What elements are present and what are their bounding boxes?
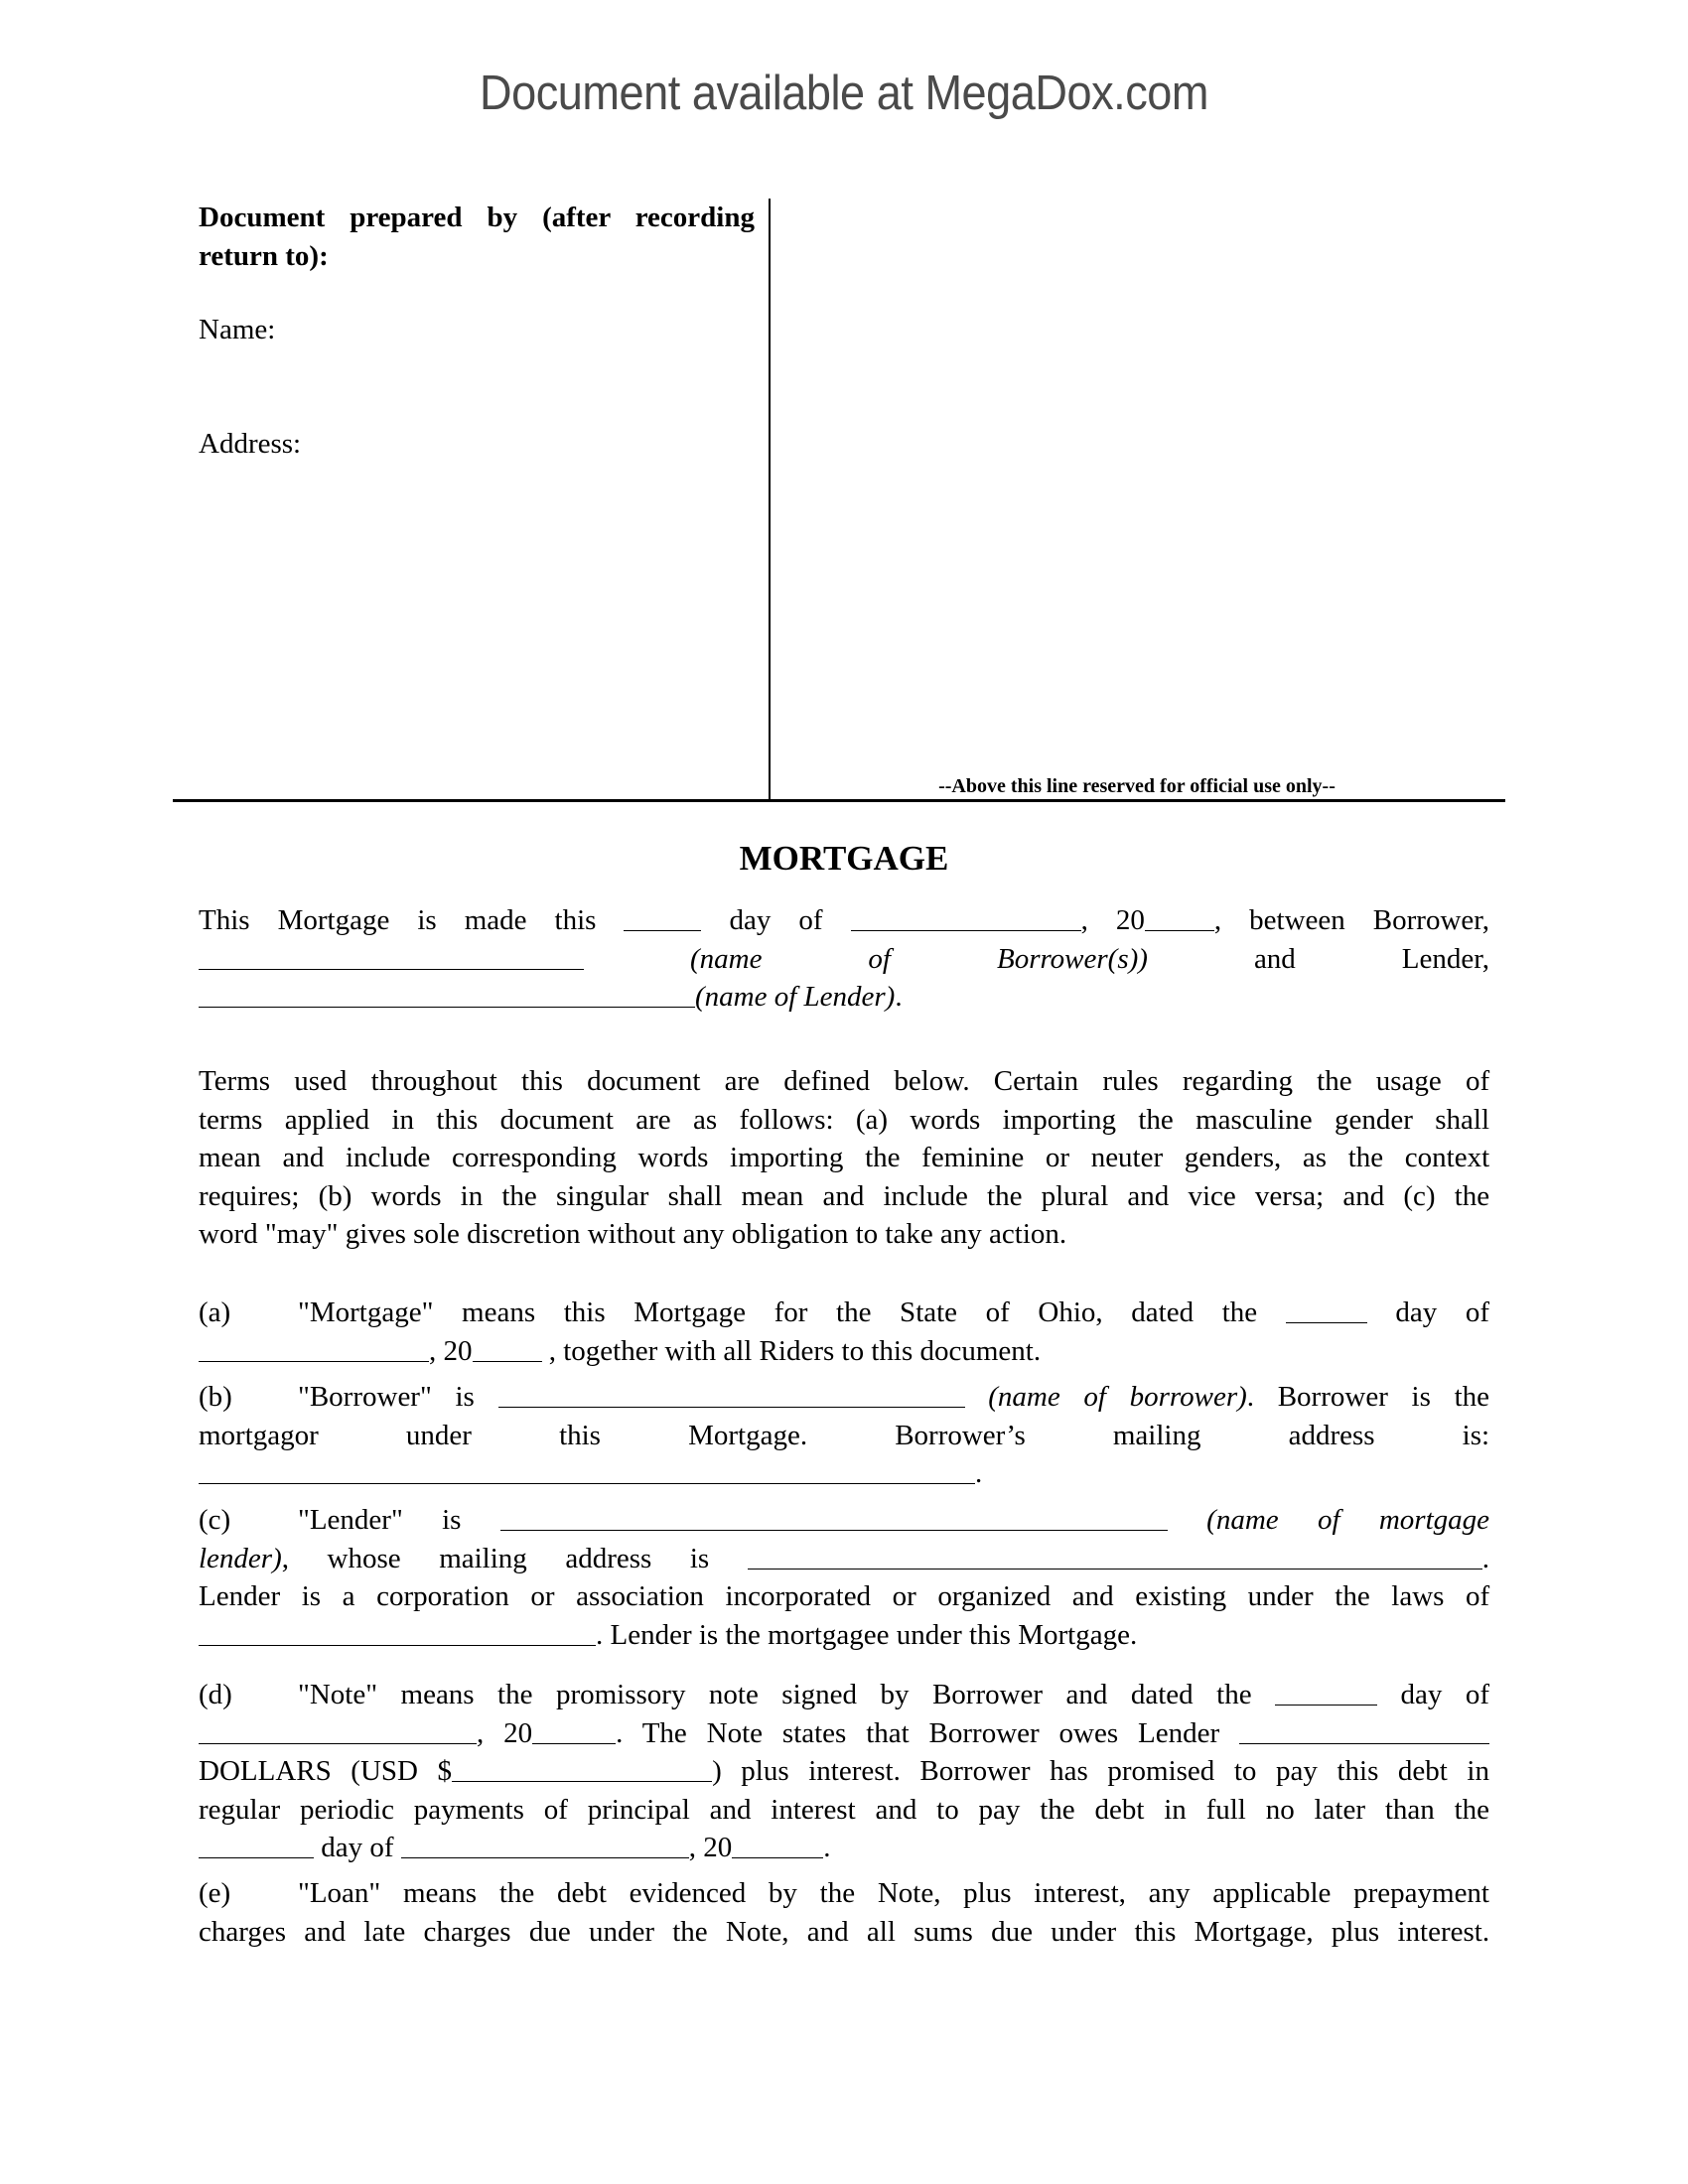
- def-label: (a): [199, 1297, 231, 1328]
- word: the: [1347, 1142, 1384, 1173]
- word: rules: [1102, 1065, 1159, 1097]
- text: [199, 1913, 1489, 1952]
- word: no: [1265, 1793, 1295, 1826]
- def-label: (d): [199, 1679, 232, 1710]
- word: neuter: [1090, 1142, 1164, 1173]
- word: of: [543, 1793, 568, 1826]
- word: the: [1335, 1580, 1370, 1612]
- text: day of: [1395, 1297, 1490, 1328]
- word: and: [1342, 1179, 1385, 1212]
- word: payments: [413, 1793, 524, 1826]
- word: or: [530, 1580, 555, 1612]
- text: [199, 1577, 1489, 1616]
- month-blank[interactable]: [199, 1715, 477, 1744]
- word: the: [1138, 1103, 1174, 1136]
- terms-line: [199, 1101, 1489, 1140]
- official-use-note: --Above this line reserved for official use only--: [938, 775, 1336, 797]
- watermark: Document available at MegaDox.com: [479, 67, 1209, 120]
- text: .: [895, 981, 903, 1013]
- word: are: [724, 1065, 761, 1097]
- word: late: [363, 1915, 406, 1948]
- text: . Borrower is the: [1246, 1381, 1489, 1413]
- recording-return-block: [199, 199, 755, 460]
- word: Note,: [725, 1915, 789, 1948]
- word: this: [436, 1103, 479, 1136]
- text: (name of Lender): [695, 981, 896, 1013]
- word: defined: [783, 1065, 871, 1097]
- word: this: [521, 1065, 563, 1097]
- year-blank[interactable]: [532, 1715, 616, 1744]
- word: of: [1466, 1580, 1490, 1612]
- text: day of: [1400, 1679, 1490, 1710]
- terms-line: [199, 1062, 1489, 1101]
- prepared-by-heading: Document prepared by (after recording return to):: [199, 202, 755, 272]
- word: importing: [730, 1142, 844, 1173]
- word: the: [672, 1915, 708, 1948]
- word: later: [1314, 1793, 1366, 1826]
- word: all: [866, 1915, 896, 1948]
- text: [199, 1417, 1489, 1455]
- word: throughout: [370, 1065, 497, 1097]
- jurisdiction-blank[interactable]: [199, 1617, 596, 1646]
- text: , 20: [477, 1716, 533, 1749]
- word: and: [1127, 1179, 1170, 1212]
- text: "Note" means the promissory note signed by Borrower and dated the: [298, 1679, 1252, 1710]
- word: plural: [1041, 1179, 1109, 1212]
- word: debt: [1094, 1793, 1145, 1826]
- word: and: [1071, 1580, 1114, 1612]
- word: than: [1384, 1793, 1435, 1826]
- word: shall: [1435, 1103, 1490, 1136]
- definition-borrower: [199, 1378, 1489, 1493]
- word: existing: [1135, 1580, 1227, 1612]
- word: a: [342, 1580, 355, 1612]
- text: This Mortgage is made this: [199, 904, 597, 936]
- word: due: [528, 1915, 571, 1948]
- text: .: [823, 1832, 831, 1863]
- text: . Lender is the mortgagee under this Mortgage.: [596, 1618, 1138, 1651]
- lender-name-blank[interactable]: [199, 979, 695, 1008]
- word: words: [370, 1179, 442, 1212]
- text: . The Note states that Borrower owes Lender: [616, 1716, 1220, 1749]
- word: full: [1205, 1793, 1246, 1826]
- text: day of: [729, 904, 823, 936]
- amount-words-blank[interactable]: [1239, 1715, 1489, 1744]
- word: and: [806, 1915, 849, 1948]
- word: charges: [199, 1915, 287, 1948]
- word: corresponding: [451, 1142, 617, 1173]
- word: (c): [1403, 1179, 1436, 1212]
- word: follows:: [739, 1103, 834, 1136]
- definition-note: [199, 1676, 1489, 1867]
- word: the: [501, 1179, 537, 1212]
- year-blank[interactable]: [473, 1333, 542, 1362]
- word: the: [1454, 1793, 1490, 1826]
- word: mortgagor: [199, 1419, 319, 1451]
- def-label: (b): [199, 1381, 232, 1413]
- official-use-rule: [173, 799, 1505, 802]
- word: masculine: [1196, 1103, 1313, 1136]
- word: in: [460, 1179, 484, 1212]
- text: , together with all Riders to this document.: [541, 1334, 1042, 1367]
- word: periodic: [299, 1793, 394, 1826]
- word: (b): [318, 1179, 352, 1212]
- word: corporation: [376, 1580, 509, 1612]
- terms-line: [199, 1177, 1489, 1216]
- word: due: [991, 1915, 1033, 1948]
- word: address: [1288, 1419, 1375, 1451]
- text: and: [1253, 942, 1296, 975]
- definition-loan: [199, 1874, 1489, 1951]
- text: (name of mortgage: [1206, 1504, 1490, 1536]
- text: "Borrower" is: [298, 1381, 475, 1413]
- def-label: (e): [199, 1877, 231, 1909]
- word: applied: [284, 1103, 370, 1136]
- word: mailing: [1112, 1419, 1201, 1451]
- borrower-address-blank[interactable]: [199, 1455, 975, 1484]
- word: in: [1164, 1793, 1187, 1826]
- word: requires;: [199, 1179, 300, 1212]
- word: feminine: [921, 1142, 1025, 1173]
- word: regular: [199, 1793, 281, 1826]
- word: and: [709, 1793, 752, 1826]
- word: under: [405, 1419, 472, 1451]
- text: (name of Borrower(s)): [689, 942, 1148, 975]
- word: versa;: [1254, 1179, 1325, 1212]
- word: mean: [741, 1179, 804, 1212]
- word: and: [304, 1915, 347, 1948]
- word: Mortgage,: [1194, 1915, 1314, 1948]
- amount-usd-blank[interactable]: [452, 1753, 712, 1782]
- text: "Lender" is: [298, 1504, 462, 1536]
- word: usage: [1375, 1065, 1442, 1097]
- year-blank[interactable]: [1145, 902, 1214, 931]
- word: interest.: [1397, 1915, 1490, 1948]
- text: "Mortgage" means this Mortgage for the State of Ohio, dated the: [298, 1297, 1258, 1328]
- name-label: Name:: [199, 314, 276, 345]
- intro-paragraph: [199, 901, 1489, 1017]
- word: Terms: [199, 1065, 271, 1097]
- word: under: [1051, 1915, 1117, 1948]
- word: genders,: [1184, 1142, 1282, 1173]
- word: document: [587, 1065, 701, 1097]
- word: this: [1134, 1915, 1177, 1948]
- word: is: [301, 1580, 322, 1612]
- word: association: [576, 1580, 704, 1612]
- word: regarding: [1182, 1065, 1293, 1097]
- word: (a): [855, 1103, 889, 1136]
- word: interest: [771, 1793, 856, 1826]
- word: the: [1317, 1065, 1352, 1097]
- terms-line: [199, 1139, 1489, 1177]
- word: vice: [1188, 1179, 1236, 1212]
- text: .: [975, 1457, 983, 1489]
- recording-box-divider: [769, 199, 771, 801]
- word: under: [588, 1915, 654, 1948]
- text: , between Borrower,: [1213, 904, 1490, 936]
- word: mean: [199, 1142, 261, 1173]
- word: to: [936, 1793, 959, 1826]
- word: Borrower’s: [895, 1419, 1026, 1451]
- word: Mortgage.: [688, 1419, 808, 1451]
- word: and: [822, 1179, 865, 1212]
- month-blank[interactable]: [199, 1333, 429, 1362]
- word: the: [1454, 1179, 1490, 1212]
- word: the: [865, 1142, 901, 1173]
- word: shall: [667, 1179, 723, 1212]
- word: singular: [555, 1179, 649, 1212]
- word: plus: [1331, 1915, 1380, 1948]
- word: the: [1040, 1793, 1075, 1826]
- text: , 20: [688, 1832, 733, 1863]
- text: (name of borrower): [988, 1381, 1247, 1413]
- terms-paragraph: [199, 1062, 1489, 1254]
- word: words: [637, 1142, 709, 1173]
- word: importing: [1002, 1103, 1117, 1136]
- word: include: [345, 1142, 431, 1173]
- word: words: [910, 1103, 981, 1136]
- word: the: [987, 1179, 1023, 1212]
- year-blank[interactable]: [732, 1830, 823, 1858]
- day-blank[interactable]: [624, 902, 701, 931]
- text: DOLLARS (USD $: [199, 1755, 453, 1787]
- text: Lender,: [1401, 942, 1490, 975]
- word: used: [294, 1065, 348, 1097]
- word: principal: [587, 1793, 690, 1826]
- word: as: [1302, 1142, 1328, 1173]
- word: in: [391, 1103, 415, 1136]
- lender-name-blank[interactable]: [500, 1502, 1168, 1531]
- text: , 20: [429, 1334, 473, 1367]
- address-label: Address:: [199, 428, 302, 460]
- word: or: [892, 1580, 916, 1612]
- word: are: [635, 1103, 671, 1136]
- month-blank[interactable]: [401, 1830, 689, 1858]
- month-blank[interactable]: [851, 902, 1081, 931]
- word: and: [875, 1793, 917, 1826]
- word: laws: [1391, 1580, 1445, 1612]
- day-blank[interactable]: [1286, 1295, 1367, 1323]
- word: document: [499, 1103, 614, 1136]
- text: lender): [199, 1542, 282, 1574]
- word: Lender: [199, 1580, 281, 1612]
- word: is:: [1462, 1419, 1490, 1451]
- text: day of: [321, 1832, 394, 1863]
- word: pay: [978, 1793, 1021, 1826]
- text: ) plus interest. Borrower has promised to pay this debt in: [712, 1755, 1489, 1787]
- word: or: [1045, 1142, 1070, 1173]
- borrower-name-blank[interactable]: [199, 941, 584, 970]
- word: organized: [937, 1580, 1052, 1612]
- word: under: [1247, 1580, 1314, 1612]
- day-blank[interactable]: [199, 1830, 314, 1858]
- text: "Loan" means the debt evidenced by the Note, plus interest, any applicable prepayment: [298, 1877, 1489, 1909]
- text: , 20: [1080, 904, 1145, 936]
- word: incorporated: [725, 1580, 872, 1612]
- text: [199, 1791, 1489, 1830]
- def-label: (c): [199, 1504, 231, 1536]
- definition-mortgage: [199, 1294, 1489, 1370]
- terms-line: word "may" gives sole discretion without any obligation to take any action.: [199, 1218, 1067, 1250]
- word: context: [1404, 1142, 1490, 1173]
- word: and: [282, 1142, 325, 1173]
- borrower-name-blank[interactable]: [498, 1379, 965, 1408]
- word: of: [1465, 1065, 1490, 1097]
- word: gender: [1335, 1103, 1413, 1136]
- word: Certain: [993, 1065, 1079, 1097]
- definition-lender: [199, 1501, 1489, 1654]
- day-blank[interactable]: [1275, 1677, 1377, 1706]
- word: below.: [894, 1065, 970, 1097]
- word: include: [883, 1179, 968, 1212]
- word: sums: [914, 1915, 973, 1948]
- lender-address-blank[interactable]: [748, 1541, 1482, 1570]
- word: as: [693, 1103, 718, 1136]
- document-title: MORTGAGE: [739, 839, 949, 878]
- word: this: [559, 1419, 601, 1451]
- text: .: [1481, 1542, 1489, 1574]
- word: charges: [423, 1915, 511, 1948]
- text: , whose mailing address is: [281, 1542, 710, 1574]
- word: terms: [199, 1103, 263, 1136]
